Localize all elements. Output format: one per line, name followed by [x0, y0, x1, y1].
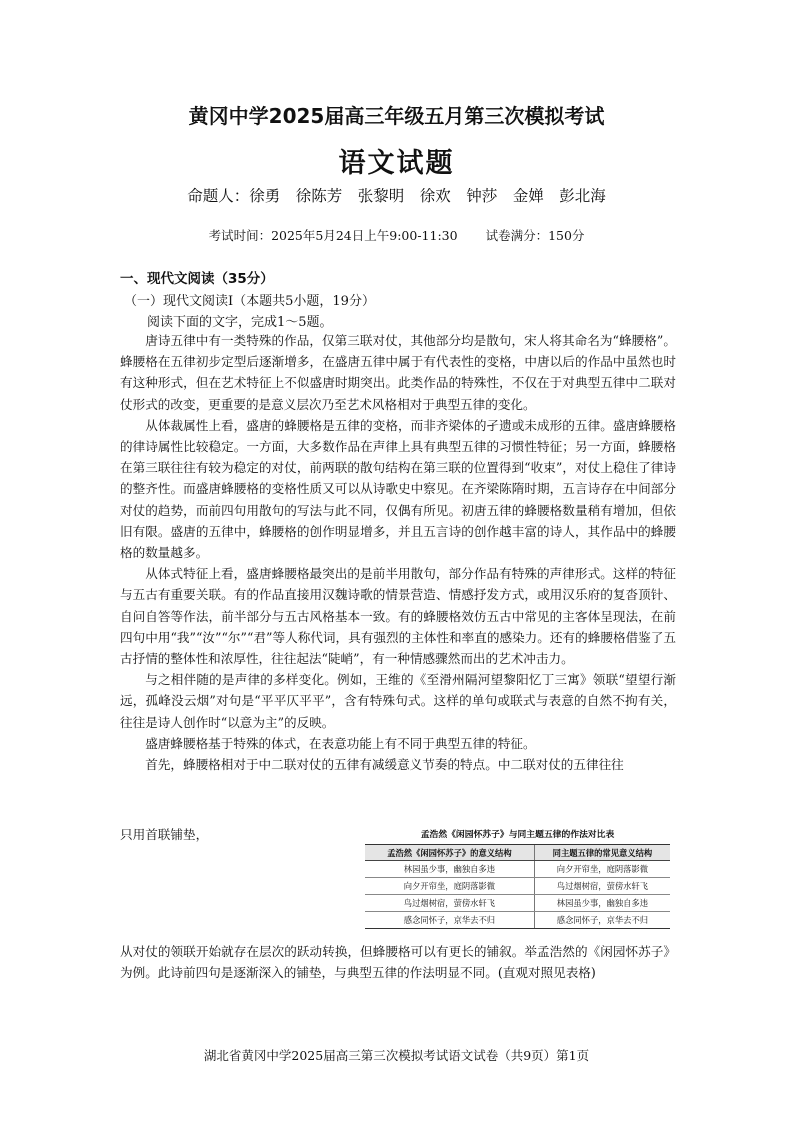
- table-cell: 林园虽少事，幽独自多违: [534, 895, 670, 912]
- exam-time: 考试时间：2025年5月24日上午9:00-11:30: [208, 228, 458, 243]
- table-header: 孟浩然《闲园怀苏子》的意义结构: [365, 845, 534, 861]
- reading-passage: [120, 330, 676, 775]
- section-subheading: （一）现代文阅读Ⅰ（本题共5小题，19分）: [124, 294, 375, 309]
- table-cell: 鸟过烟树宿，萤傍水轩飞: [534, 878, 670, 895]
- table-header: 同主题五律的常见意义结构: [534, 845, 670, 861]
- authors-line: 命题人：徐勇 徐陈芳 张黎明 徐欢 钟莎 金婵 彭北海: [187, 187, 606, 205]
- table-cell: 向夕开帘坐，庭阴落影微: [534, 861, 670, 878]
- table-cell: 感念同怀子，京华去不归: [365, 912, 534, 929]
- paragraph: 从体裁属性上看，盛唐的蜂腰格是五律的变格，而非齐梁体的孑遗或未成形的五律。盛唐蜂腰格的律诗属性比较稳定。一方面，大多数作品在声律上具有典型五律的习惯性特征；另一方面，蜂腰格在第三联往往有较为稳定的对仗，前两联的散句结构在第三联的位置得到“收束”，对仗上稳住了律诗的整齐性。而盛唐蜂腰格的变格性质又可以从诗歌史中察见。在齐梁陈隋时期，五言诗存在中间部分对仗的趋势，而前四句用散句的写法与此不同，仅偶有所见。初唐五律的蜂腰格数量稍有增加，但依旧有限。盛唐的五律中，蜂腰格的创作明显增多，并且五言诗的创作越丰富的诗人，其作品中的蜂腰格的数量越多。: [120, 417, 676, 561]
- passage-continuation: [120, 941, 676, 983]
- table-title: 孟浩然《闲园怀苏子》与同主题五律的作法对比表: [420, 830, 615, 840]
- table-row: [365, 912, 670, 929]
- section-heading: 一、现代文阅读（35分）: [120, 271, 274, 287]
- paragraph: 从体式特征上看，盛唐蜂腰格最突出的是前半用散句，部分作品有特殊的声律形式。这样的特征与五古有重要关联。有的作品直接用汉魏诗歌的情景营造、情感抒发方式，或用汉乐府的复沓顶针、自问自答等作法，前半部分与五古风格基本一致。有的蜂腰格效仿五古中常见的主客体呈现法，在前四句中用“我”“汝”“尔”“君”等人称代词，具有强烈的主体性和率直的感染力。还有的蜂腰格借鉴了五古抒情的整体性和浓厚性，往往起法“陡峭”，有一种情感骤然而出的艺术冲击力。: [120, 566, 676, 667]
- full-score: 试卷满分：150分: [485, 228, 585, 243]
- table-cell: 鸟过烟树宿，萤傍水轩飞: [365, 895, 534, 912]
- page-footer: 湖北省黄冈中学2025届高三第三次模拟考试语文试卷（共9页）第1页: [203, 1048, 590, 1063]
- table-row: [365, 895, 670, 912]
- paragraph: 与之相伴随的是声律的多样变化。例如，王维的《至滑州隔河望黎阳忆丁三寓》领联“望望行渐远，孤峰没云烟”对句是“平平仄平平”，含有特殊句式。这样的单句或联式与表意的自然不拘有关，往往是诗人创作时“以意为主”的反映。: [120, 672, 676, 730]
- table-row: [365, 861, 670, 878]
- paragraph: 首先，蜂腰格相对于中二联对仗的五律有减缓意义节奏的特点。中二联对仗的五律往往: [145, 757, 624, 773]
- lead-line: 只用首联铺垫，: [120, 827, 209, 842]
- exam-info: [0, 226, 793, 244]
- paragraph: 盛唐蜂腰格基于特殊的体式，在表意功能上有不同于典型五律的特征。: [145, 735, 536, 751]
- comparison-table: [365, 844, 670, 929]
- table-row: [365, 878, 670, 895]
- paragraph: 唐诗五律中有一类特殊的作品，仅第三联对仗，其他部分均是散句，宋人将其命名为“蜂腰格”。蜂腰格在五律初步定型后逐渐增多，在盛唐五律中属于有代表性的变格，中唐以后的作品中虽然也时有这种形式，但在艺术特征上不似盛唐时期突出。此类作品的特殊性，不仅在于对典型五律中二联对仗形式的改变，更重要的是意义层次乃至艺术风格相对于典型五律的变化。: [120, 333, 676, 412]
- reading-instruction: 阅读下面的文字，完成1～5题。: [147, 315, 333, 330]
- comparison-table-figure: [365, 827, 670, 929]
- table-cell: 林园虽少事，幽独自多违: [365, 861, 534, 878]
- exam-title: 黄冈中学2025届高三年级五月第三次模拟考试: [188, 104, 605, 128]
- subject-title: 语文试题: [338, 148, 455, 179]
- table-cell: 感念同怀子，京华去不归: [534, 912, 670, 929]
- table-cell: 向夕开帘坐，庭阴落影微: [365, 878, 534, 895]
- table-header-row: [365, 845, 670, 861]
- paragraph: 从对仗的领联开始就存在层次的跃动转换，但蜂腰格可以有更长的铺叙。举孟浩然的《闲园怀苏子》为例。此诗前四句是逐渐深入的铺垫，与典型五律的作法明显不同。(直观对照见表格): [120, 944, 676, 981]
